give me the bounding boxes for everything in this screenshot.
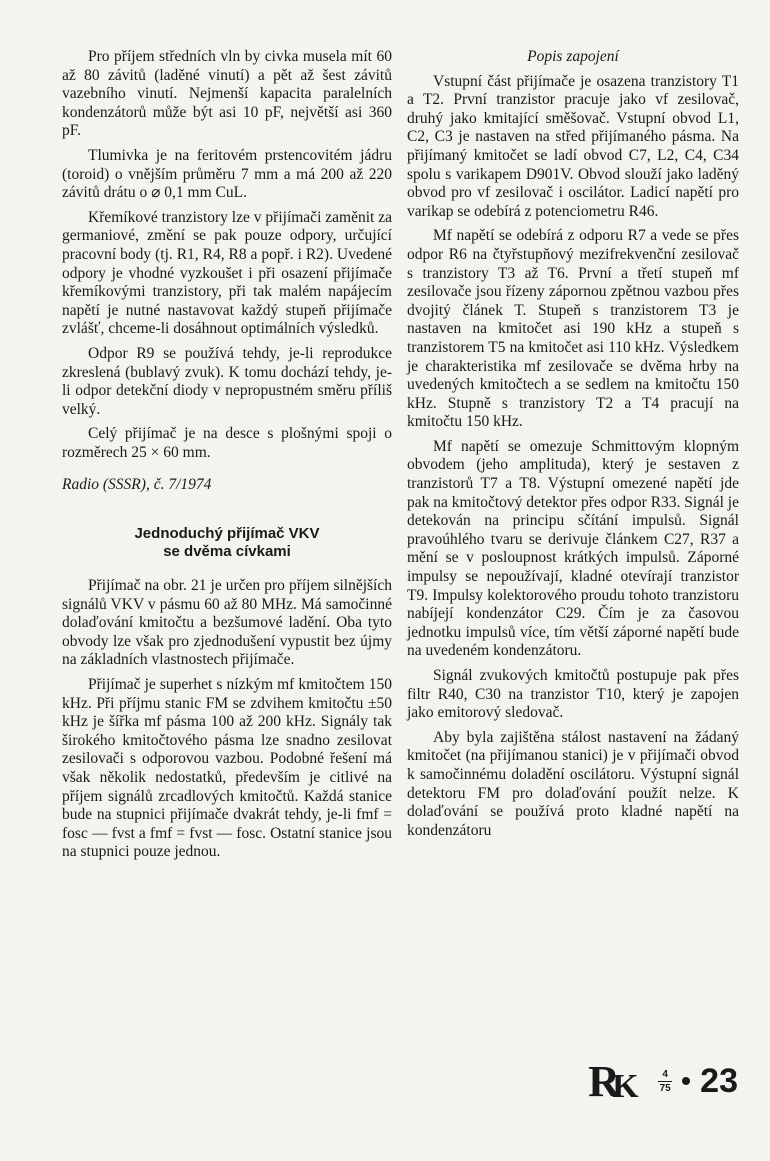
paragraph: Přijímač je superhet s nízkým mf kmitočtem 150 kHz. Při příjmu stanic FM se zdvihem kmitočtu ±50 kHz je šířka mf pásma 100 až 200 kHz. Signály tak širokého kmitočtového pásma lze snadno zesilovat zesilovači s odporovou vazbou. Podobné řešení má však několik nedostatků, především je citlivé na příjem signálů zrcadlových kmitočtů. Každá stanice bude na stupnici přijímače dvakrát tehdy, je-li fmf = fosc — fvst a fmf = fvst — fosc. Ostatní stanice jsou na stupnici pouze jednou.	[62, 676, 392, 861]
paragraph: Celý přijímač je na desce s plošnými spoji o rozměrech 25 × 60 mm.	[62, 425, 392, 461]
paragraph: Mf napětí se odebírá z odporu R7 a vede se přes odpor R6 na čtyřstupňový mezifrekvenční zesilovač s tranzistory T3 až T6. První a třetí stupeň mf zesilovače jsou řízeny zápornou zpětnou vazbou přes dvojitý článek T. Stupeň s tranzistorem T3 je nastaven na kmitočet asi 190 kHz a stupeň s tranzistorem T5 na kmitočet asi 110 kHz. Výsledkem je charakteristika mf zesilovače se dvěma hrby na uvedených kmitočtech a se sedlem na kmitočtu 150 kHz. Stupně s tranzistory T2 a T4 pracují na kmitočtu 150 kHz.	[407, 227, 739, 431]
paragraph: Odpor R9 se používá tehdy, je-li reprodukce zkreslená (bublavý zvuk). K tomu dochází tehdy, je-li odpor detekční diody v nepropustném směru příliš velký.	[62, 344, 392, 418]
issue-year: 75	[659, 1082, 671, 1094]
bullet-dot	[682, 1077, 690, 1085]
left-column	[62, 48, 392, 862]
paragraph: Křemíkové tranzistory lze v přijímači zaměnit za germaniové, změní se pak pouze odpory, určující pracovní body (tj. R1, R4, R8 a popř. i R2). Uvedené odpory je vhodné vyzkoušet i při osazení přijímače křemíkovými tranzistory, při tak malém napájecím napětí je nutné nastavovat každý stupeň přijímače zvlášť, chceme-li dosáhnout optimálních výsledků.	[62, 208, 392, 338]
logo-letter-r: R	[588, 1057, 620, 1106]
fraction-bar	[658, 1081, 672, 1082]
page-footer	[588, 1056, 738, 1106]
section-heading: Popis zapojení	[527, 48, 619, 65]
paragraph: Mf napětí se omezuje Schmittovým klopným obvodem (jeho amplituda), který je sestaven z tranzistorů T7 a T8. Výstupní omezené napětí jde pak na kmitočtový detektor přes odpor R33. Signál je detekován na principu sčítání impulsů. Signál pravoúhlého tvaru se derivuje článkem C27, R37 a mění se v posloupnost krátkých impulsů. Záporné impulsy se nepoužívají, kladné otevírají tranzistor T9. Impulsy kolektorového proudu tohoto tranzistoru nabíjejí kondenzátor C29. Čím je za časovou jednotku impulsů více, tím větší záporné napětí bude na uvedeném kondenzátoru.	[407, 437, 739, 660]
right-column	[407, 48, 739, 840]
paragraph: Signál zvukových kmitočtů postupuje pak přes filtr R40, C30 na tranzistor T10, který je zapojen jako emitorový sledovač.	[407, 667, 739, 722]
issue-number-top: 4	[662, 1068, 668, 1080]
magazine-logo	[588, 1056, 648, 1106]
article-title-line: Jednoduchý přijímač VKV	[134, 525, 320, 543]
paragraph: Tlumivka je na feritovém prstencovitém jádru (toroid) o vnějším průměru 7 mm a má 200 až 220 závitů drátu o ⌀ 0,1 mm CuL.	[62, 146, 392, 202]
article-title	[62, 525, 392, 561]
article-title-line: se dvěma cívkami	[163, 543, 291, 561]
paragraph: Aby byla zajištěna stálost nastavení na žádaný kmitočet (na přijímanou stanici) je v přijímači obvod k samočinnému doladění oscilátoru. Výstupní signál detektoru FM pro dolaďování použít nelze. K dolaďování se používá proto kladné napětí na kondenzátoru	[407, 728, 739, 839]
paragraph: Vstupní část přijímače je osazena tranzistory T1 a T2. První tranzistor pracuje jako vf zesilovač, druhý jako kmitající směšovač. Vstupní obvod L1, C2, C3 je nastaven na střed přijímaného pásma. Na přijímaný kmitočet se ladí obvod C7, L2, C4, C34 spolu s varikapem D901V. Obvod slouží jako laděný obvod pro vf zesilovač i oscilátor. Ladicí napětí pro varikap se odebírá z potenciometru R46.	[407, 72, 739, 220]
paragraph: Pro příjem středních vln by civka musela mít 60 až 80 závitů (laděné vinutí) a pět až šest závitů vazebního vinutí. Nejmenší kapacita paralelních kondenzátorů může být asi 10 pF, největší asi 360 pF.	[62, 48, 392, 140]
page-number: 23	[700, 1061, 738, 1100]
source-citation: Radio (SSSR), č. 7/1974	[62, 476, 212, 494]
issue-number	[658, 1069, 672, 1094]
logo-letter-k: K	[612, 1068, 639, 1105]
paragraph: Přijímač na obr. 21 je určen pro příjem silnějších signálů VKV v pásmu 60 až 80 MHz. Má samočinné dolaďování kmitočtu a bezšumové ladění. Oba tyto obvody lze však pro zjednodušení vypustit bez újmy na základních vlastnostech přijímače.	[62, 577, 392, 669]
